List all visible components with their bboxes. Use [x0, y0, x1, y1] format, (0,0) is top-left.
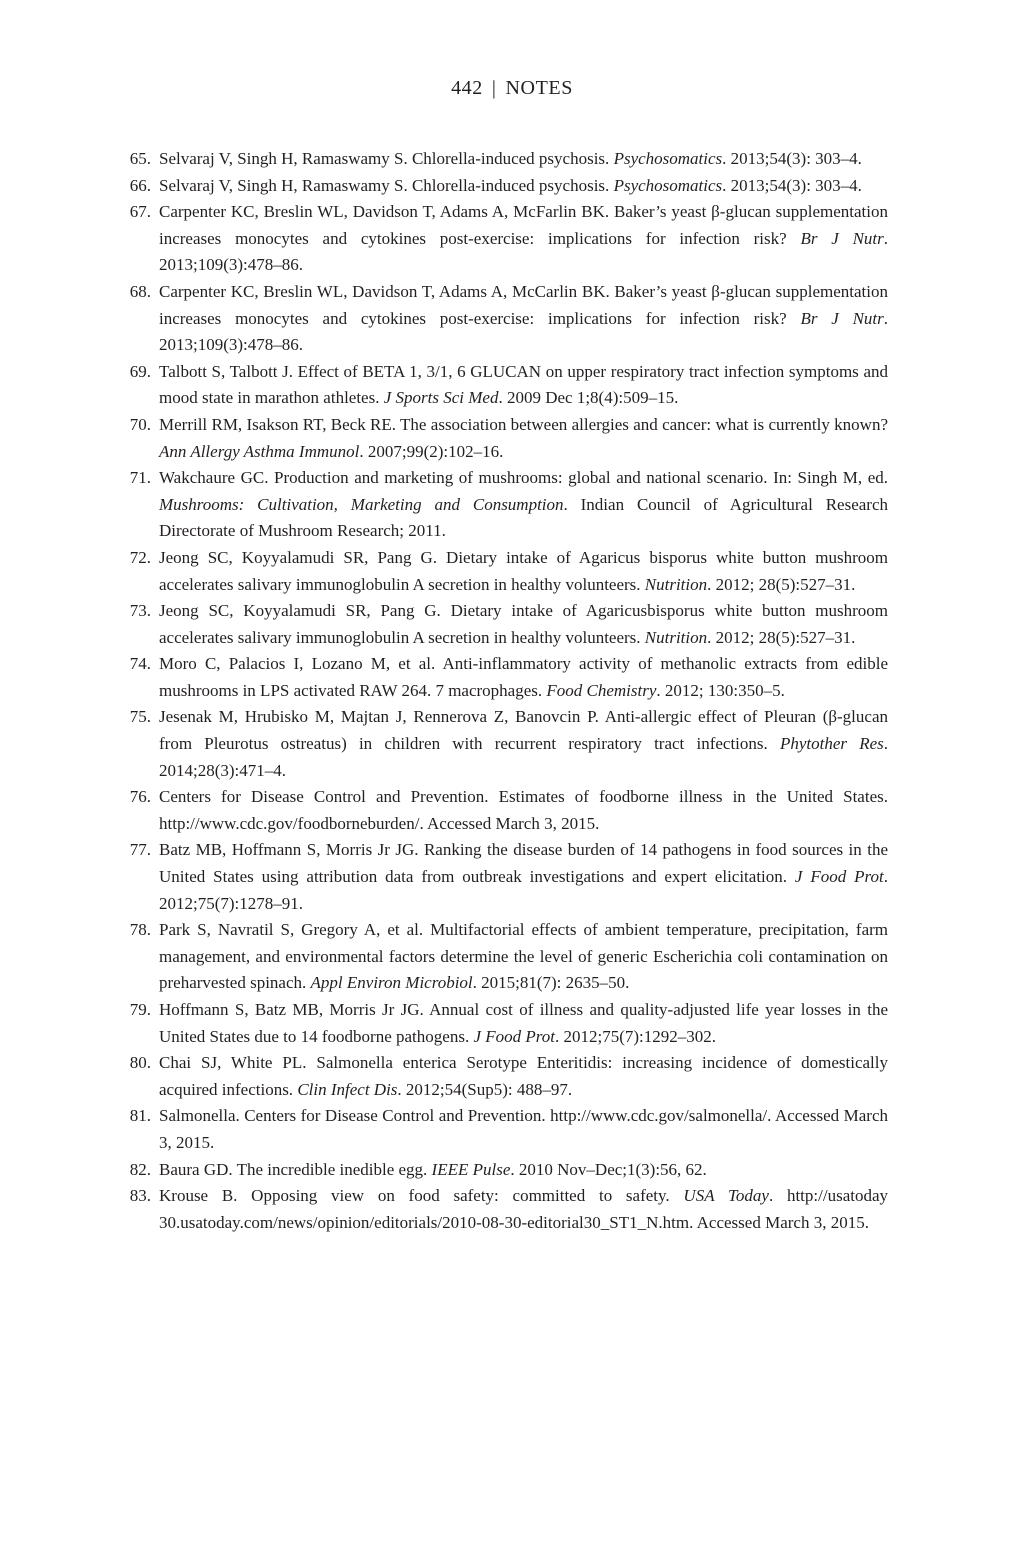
citation-text: Carpenter KC, Breslin WL, Davidson T, Adams A, McCarlin BK. Baker’s yeast β-glucan supplementation increases monocytes and cytokines post-exercise: implications for infection risk?	[159, 281, 888, 328]
note-item	[120, 997, 888, 1050]
note-citation	[159, 654, 888, 700]
citation-text: Selvaraj V, Singh H, Ramaswamy S. Chlorella-induced psychosis.	[159, 175, 614, 195]
note-item	[120, 199, 888, 279]
citation-details: . 2013;109(3):478–86.	[159, 308, 888, 355]
citation-details: . 2013;54(3): 303–4.	[722, 149, 862, 168]
note-number: 80.	[129, 1053, 151, 1073]
journal-title: J Sports Sci Med	[383, 388, 499, 408]
note-citation	[159, 601, 888, 647]
note-item	[120, 359, 888, 412]
citation-details: . 2012; 28(5):527–31.	[707, 574, 856, 594]
citation-text: Moro C, Palacios I, Lozano M, et al. Anti-inflammatory activity of methanolic extracts from edible mushrooms in LPS activated RAW 264. 7 macrophages.	[159, 654, 888, 700]
note-number: 77.	[129, 840, 151, 860]
notes-list	[120, 146, 888, 1236]
note-citation	[159, 176, 862, 195]
header-separator: |	[491, 77, 497, 99]
note-number: 83.	[129, 1186, 151, 1206]
note-citation	[159, 548, 888, 594]
note-number: 74.	[129, 654, 151, 674]
citation-details: . http://usatoday 30.usatoday.com/news/opinion/editorials/2010-08-30-editorial30_ST1_N.htm. Accessed March 3, 2015.	[159, 1186, 889, 1232]
citation-text: Selvaraj V, Singh H, Ramaswamy S. Chlorella-induced psychosis.	[159, 149, 614, 168]
note-item	[120, 1157, 888, 1184]
note-item	[120, 704, 888, 784]
note-number: 75.	[129, 707, 151, 727]
note-item	[120, 279, 888, 359]
note-citation	[159, 707, 888, 779]
citation-details: . 2007;99(2):102–16.	[359, 441, 504, 461]
note-citation	[159, 149, 862, 168]
journal-title: Appl Environ Microbiol	[310, 973, 473, 993]
note-item	[120, 465, 888, 545]
note-number: 70.	[129, 414, 151, 434]
note-number: 81.	[129, 1106, 151, 1126]
note-number: 76.	[129, 787, 151, 807]
journal-title: Br J Nutr	[800, 228, 884, 248]
note-item	[120, 1050, 888, 1103]
note-citation	[159, 1160, 707, 1179]
journal-title: Psychosomatics	[613, 149, 723, 168]
journal-title: Clin Infect Dis	[297, 1079, 398, 1099]
citation-text: Jesenak M, Hrubisko M, Majtan J, Rennerova Z, Banovcin P. Anti-allergic effect of Pleuran (β-glucan from Pleurotus ostreatus) in children with recurrent respiratory tract infections.	[159, 707, 888, 754]
citation-details: . 2012; 28(5):527–31.	[707, 627, 856, 647]
journal-title: Phytother Res	[779, 734, 884, 754]
note-number: 68.	[129, 281, 151, 301]
citation-text: Carpenter KC, Breslin WL, Davidson T, Adams A, McFarlin BK. Baker’s yeast β-glucan supplementation increases monocytes and cytokines post-exercise: implications for infection risk?	[159, 202, 888, 248]
citation-details: . 2015;81(7): 2635–50.	[472, 973, 630, 993]
note-number: 82.	[129, 1159, 151, 1179]
citation-details: . Indian Council of Agricultural Research Directorate of Mushroom Research; 2011.	[159, 494, 888, 541]
journal-title: Mushrooms: Cultivation, Marketing and Consumption	[159, 494, 564, 514]
citation-details: . 2012;75(7):1278–91.	[159, 867, 888, 913]
citation-text: Chai SJ, White PL. Salmonella enterica Serotype Enteritidis: increasing incidence of domestically acquired infections.	[159, 1053, 888, 1099]
note-number: 71.	[129, 468, 151, 488]
citation-text: Centers for Disease Control and Prevention. Estimates of foodborne illness in the United States. http://www.cdc.gov/foodborneburden/. Accessed March 3, 2015.	[159, 787, 888, 833]
note-citation	[159, 920, 888, 992]
note-item	[120, 545, 888, 598]
note-citation	[159, 1000, 888, 1046]
note-citation	[159, 1186, 888, 1232]
section-title: NOTES	[505, 77, 573, 99]
note-citation	[159, 840, 888, 912]
note-item	[120, 784, 888, 837]
note-item	[120, 837, 888, 917]
citation-details: . 2013;109(3):478–86.	[159, 228, 888, 275]
note-item	[120, 651, 888, 704]
note-number: 67.	[129, 202, 151, 222]
citation-details: . 2014;28(3):471–4.	[159, 734, 889, 780]
note-item	[120, 146, 888, 173]
citation-text: Hoffmann S, Batz MB, Morris Jr JG. Annual cost of illness and quality-adjusted life year losses in the United States due to 14 foodborne pathogens.	[159, 1000, 888, 1046]
journal-title: Food Chemistry	[546, 680, 657, 700]
journal-title: Br J Nutr	[800, 308, 884, 328]
citation-details: . 2009 Dec 1;8(4):509–15.	[498, 388, 679, 408]
note-item	[120, 1183, 888, 1236]
citation-text: Krouse B. Opposing view on food safety: committed to safety.	[159, 1186, 684, 1206]
citation-details: . 2012;75(7):1292–302.	[554, 1026, 717, 1046]
journal-title: Psychosomatics	[613, 175, 723, 195]
note-number: 72.	[129, 547, 151, 567]
note-citation	[159, 1053, 888, 1099]
note-number: 65.	[129, 149, 151, 168]
citation-text: Park S, Navratil S, Gregory A, et al. Multifactorial effects of ambient temperature, precipitation, farm management, and environmental factors determine the level of generic Escherichia coli contamination on preharvested spinach.	[159, 920, 888, 993]
citation-details: . 2012;54(Sup5): 488–97.	[397, 1079, 573, 1099]
note-number: 73.	[129, 601, 151, 621]
note-item	[120, 1103, 888, 1156]
journal-title: J Food Prot	[473, 1026, 555, 1046]
citation-text: Batz MB, Hoffmann S, Morris Jr JG. Ranking the disease burden of 14 pathogens in food sources in the United States using attribution data from outbreak investigations and expert elicitation.	[159, 840, 888, 887]
note-number: 79.	[129, 1000, 151, 1019]
citation-text: Salmonella. Centers for Disease Control and Prevention. http://www.cdc.gov/salmonella/. Accessed March 3, 2015.	[159, 1106, 888, 1152]
journal-title: Ann Allergy Asthma Immunol	[159, 441, 360, 461]
journal-title: Nutrition	[644, 574, 708, 594]
note-item	[120, 412, 888, 465]
note-number: 78.	[129, 920, 151, 940]
note-item	[120, 917, 888, 997]
journal-title: Nutrition	[644, 627, 708, 647]
note-citation	[159, 1106, 888, 1152]
journal-title: IEEE Pulse	[431, 1159, 511, 1179]
note-number: 69.	[129, 361, 151, 381]
note-citation	[159, 415, 888, 461]
note-item	[120, 598, 888, 651]
citation-details: . 2012; 130:350–5.	[656, 680, 785, 700]
note-number: 66.	[129, 175, 151, 195]
note-citation	[159, 468, 888, 540]
citation-text: Jeong SC, Koyyalamudi SR, Pang G. Dietary intake of Agaricus bisporus white button mushroom accelerates salivary immunoglobulin A secretion in healthy volunteers.	[159, 547, 888, 594]
journal-title: J Food Prot	[794, 867, 884, 887]
note-citation	[159, 282, 888, 354]
running-header	[0, 77, 1024, 100]
citation-details: . 2010 Nov–Dec;1(3):56, 62.	[510, 1159, 707, 1179]
citation-text: Baura GD. The incredible inedible egg.	[159, 1159, 432, 1179]
note-item	[120, 173, 888, 200]
citation-text: Talbott S, Talbott J. Effect of BETA 1, 3/1, 6 GLUCAN on upper respiratory tract infection symptoms and mood state in marathon athletes.	[159, 361, 888, 408]
citation-details: . 2013;54(3): 303–4.	[722, 175, 862, 195]
note-citation	[159, 787, 888, 833]
journal-title: USA Today	[683, 1186, 769, 1206]
citation-text: Jeong SC, Koyyalamudi SR, Pang G. Dietary intake of Agaricusbisporus white button mushroom accelerates salivary immunoglobulin A secretion in healthy volunteers.	[159, 601, 888, 647]
note-citation	[159, 202, 888, 274]
page-number: 442	[451, 77, 483, 99]
note-citation	[159, 362, 888, 408]
citation-text: Wakchaure GC. Production and marketing of mushrooms: global and national scenario. In: Singh M, ed.	[159, 468, 888, 488]
citation-text: Merrill RM, Isakson RT, Beck RE. The association between allergies and cancer: what is currently known?	[159, 414, 888, 434]
